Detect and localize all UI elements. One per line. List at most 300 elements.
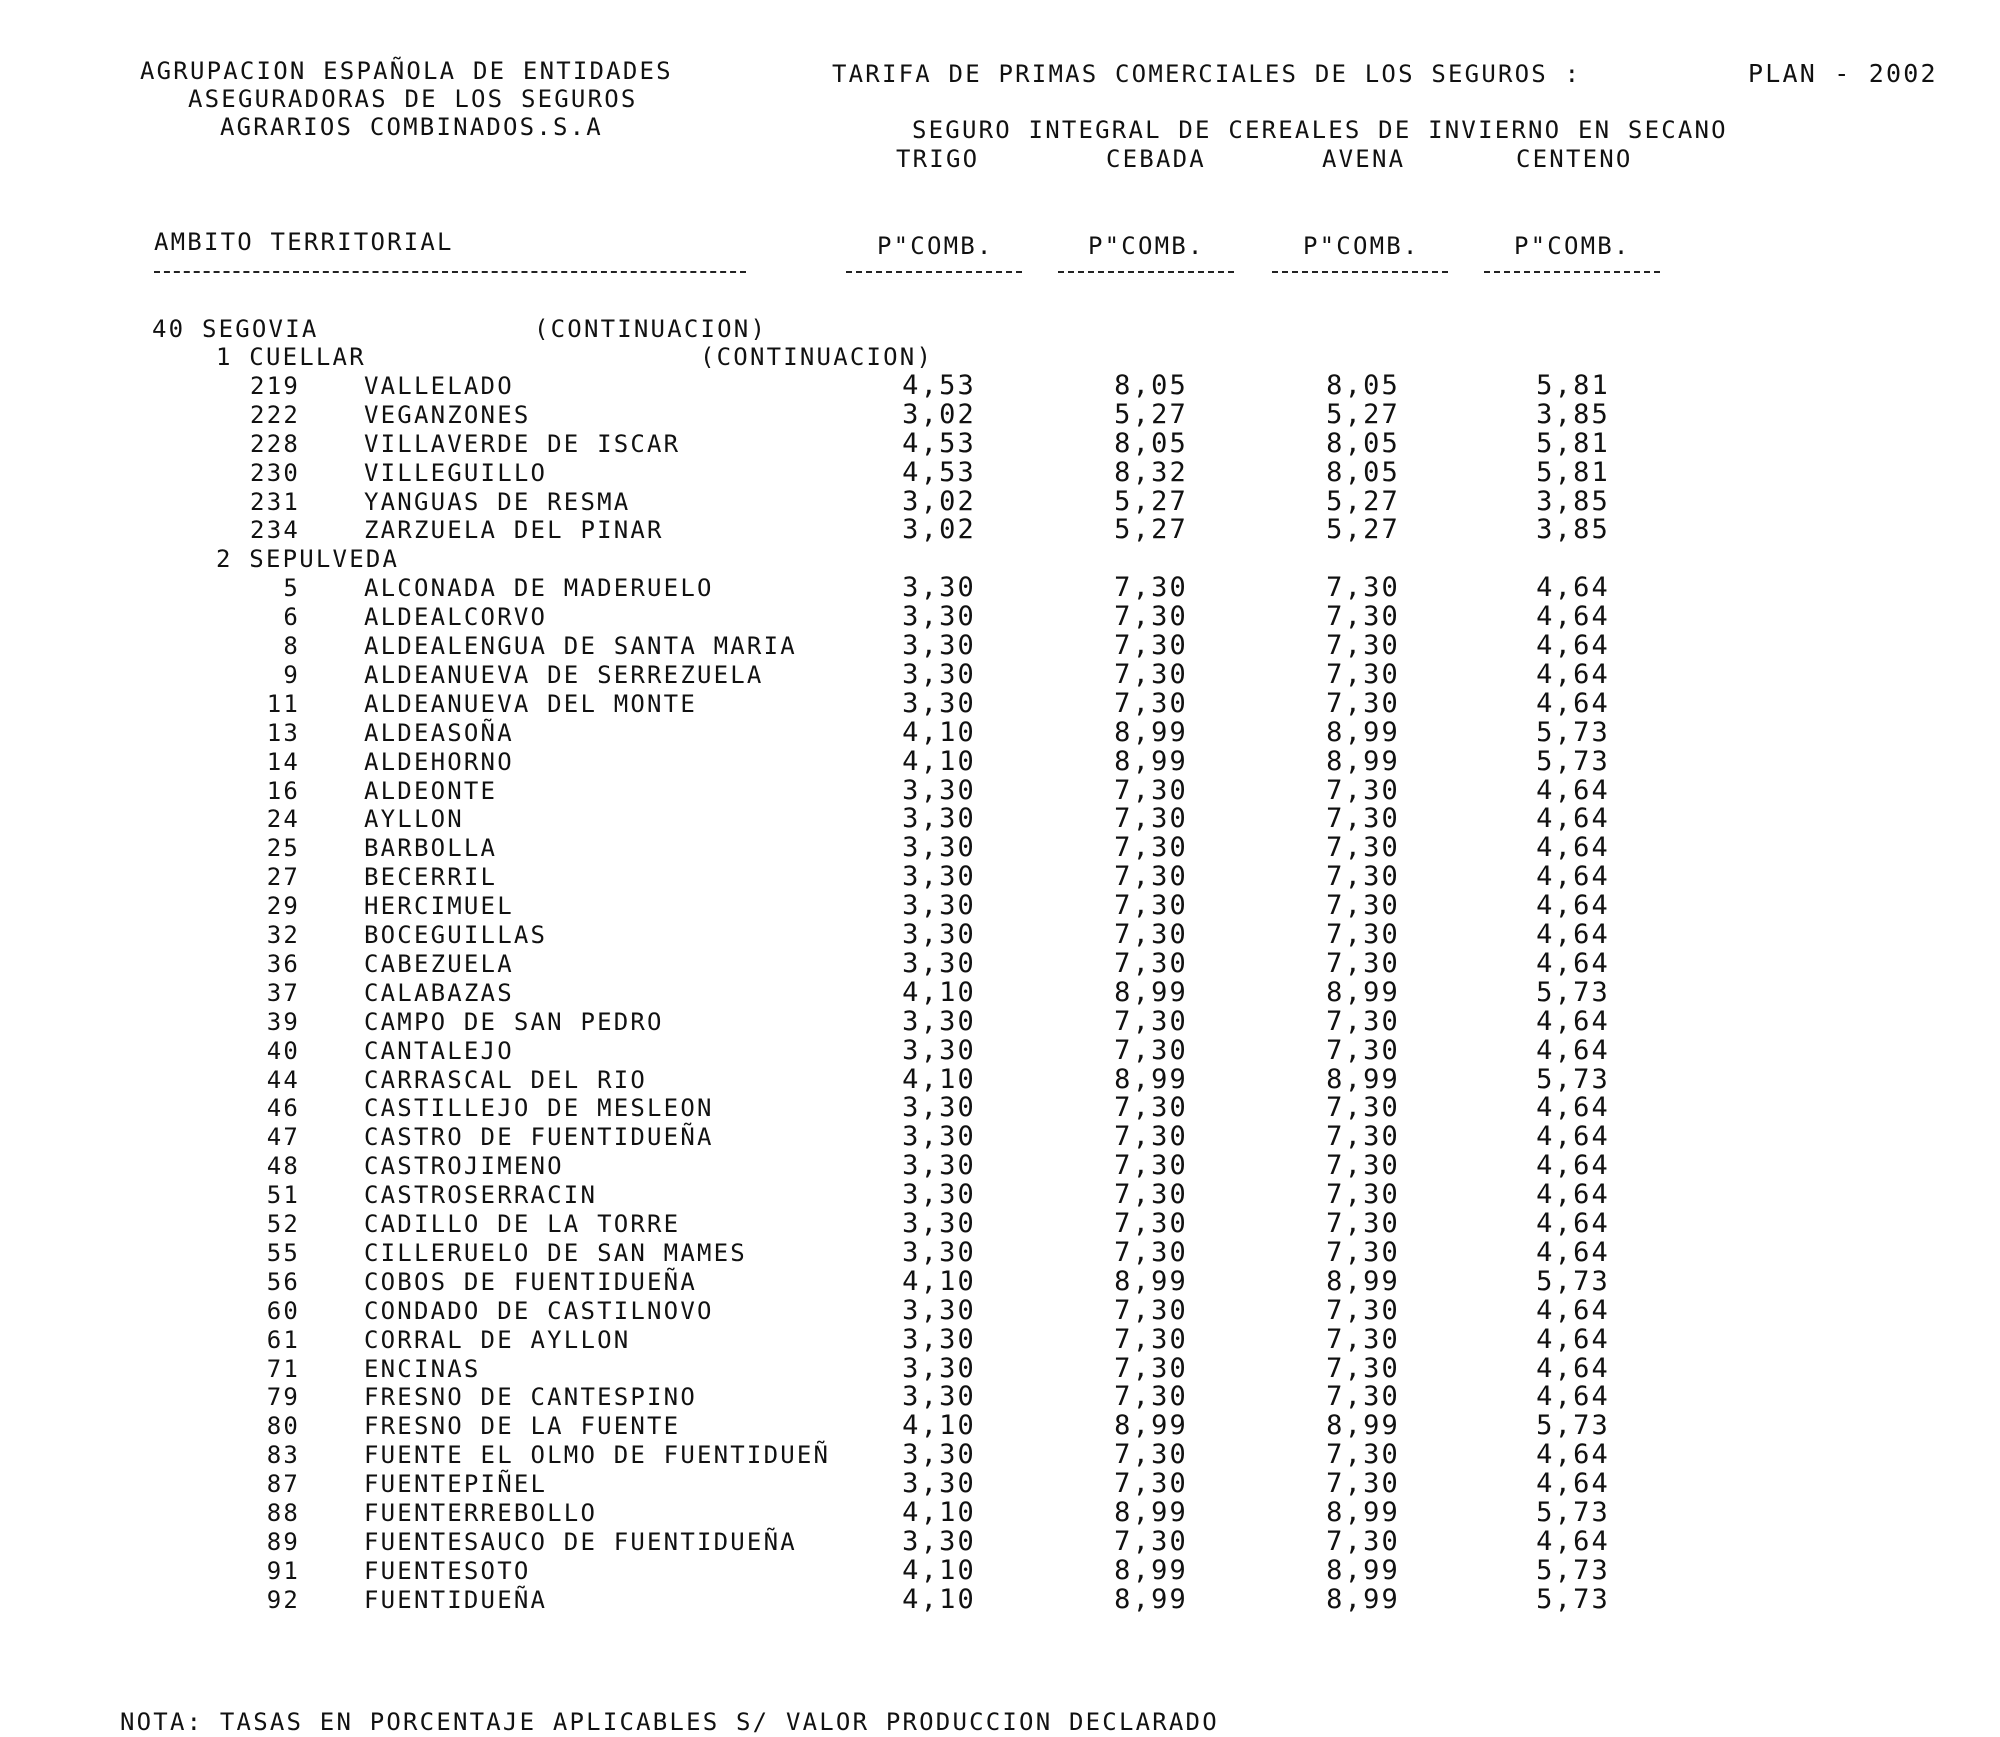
municipality-name: CASTROJIMENO (364, 1152, 564, 1181)
crop-name-avena: AVENA (1322, 145, 1406, 173)
municipality-code: 61 (266, 1325, 300, 1354)
value-avena: 7,30 (1326, 1236, 1400, 1268)
column-header-centeno: P"COMB. (1514, 232, 1631, 260)
value-cebada: 7,30 (1114, 572, 1188, 604)
municipality-code: 88 (266, 1499, 300, 1527)
value-trigo: 3,30 (902, 1092, 976, 1124)
value-cebada: 7,30 (1114, 774, 1188, 806)
value-trigo: 4,53 (902, 456, 976, 488)
value-cebada: 7,30 (1114, 1468, 1188, 1500)
value-avena: 7,30 (1326, 601, 1400, 633)
table-row (0, 863, 2000, 892)
value-centeno: 5,81 (1536, 369, 1610, 401)
table-row (0, 1094, 2000, 1123)
table-row (0, 745, 2000, 777)
table-row (0, 947, 2000, 979)
municipality-name: VILLEGUILLO (364, 458, 548, 487)
table-row (0, 1499, 2000, 1528)
value-cebada: 7,30 (1114, 687, 1188, 719)
value-centeno: 4,64 (1536, 1005, 1610, 1037)
value-avena: 8,99 (1326, 1497, 1400, 1528)
table-row (0, 632, 2000, 661)
value-trigo: 4,10 (902, 1554, 976, 1586)
value-trigo: 3,30 (902, 1525, 976, 1557)
value-avena: 7,30 (1326, 1323, 1400, 1355)
table-row (0, 976, 2000, 1008)
municipality-name: ALDEALENGUA DE SANTA MARIA (364, 632, 797, 660)
value-avena: 7,30 (1326, 1150, 1400, 1182)
municipality-code: 9 (283, 660, 300, 689)
municipality-name: ALDEHORNO (364, 747, 514, 776)
value-avena: 8,05 (1326, 456, 1400, 488)
municipality-code: 79 (266, 1383, 300, 1412)
value-cebada: 8,99 (1114, 1063, 1188, 1095)
value-avena: 5,27 (1326, 398, 1400, 430)
municipality-code: 39 (266, 1007, 300, 1036)
municipality-name: COBOS DE FUENTIDUEÑA (364, 1267, 697, 1296)
municipality-code: 44 (266, 1065, 300, 1094)
municipality-name: CASTRO DE FUENTIDUEÑA (364, 1123, 714, 1152)
municipality-code: 48 (266, 1152, 300, 1181)
value-avena: 7,30 (1326, 1005, 1400, 1037)
value-centeno: 4,64 (1536, 1208, 1610, 1239)
value-avena: 7,30 (1326, 1092, 1400, 1124)
value-cebada: 7,30 (1114, 832, 1188, 864)
value-cebada: 8,99 (1114, 976, 1188, 1008)
municipality-name: ALDEONTE (364, 776, 498, 805)
municipality-name: CAMPO DE SAN PEDRO (364, 1007, 664, 1036)
municipality-code: 29 (266, 892, 300, 921)
municipality-name: FUENTEPIÑEL (364, 1470, 548, 1499)
tariff-title: TARIFA DE PRIMAS COMERCIALES DE LOS SEGUROS : (832, 60, 1582, 88)
value-cebada: 5,27 (1114, 514, 1188, 546)
value-cebada: 5,27 (1114, 485, 1188, 517)
value-centeno: 5,73 (1536, 1497, 1610, 1528)
municipality-name: CABEZUELA (364, 949, 514, 978)
value-trigo: 3,30 (902, 1439, 976, 1471)
value-cebada: 7,30 (1114, 1525, 1188, 1557)
value-centeno: 4,64 (1536, 658, 1610, 690)
crop-name-cebada: CEBADA (1106, 145, 1206, 173)
value-centeno: 4,64 (1536, 572, 1610, 604)
municipality-code: 32 (266, 921, 300, 949)
value-avena: 7,30 (1326, 1381, 1400, 1413)
value-avena: 7,30 (1326, 861, 1400, 893)
value-cebada: 7,30 (1114, 1179, 1188, 1211)
municipality-name: VILLAVERDE DE ISCAR (364, 429, 681, 458)
value-centeno: 4,64 (1536, 1352, 1610, 1384)
value-trigo: 3,02 (902, 485, 976, 517)
value-trigo: 3,30 (902, 1323, 976, 1355)
comarca-continuation-note: (CONTINUACION) (700, 343, 934, 371)
value-cebada: 7,30 (1114, 601, 1188, 633)
municipality-code: 25 (266, 834, 300, 863)
table-row (0, 1063, 2000, 1095)
municipality-code: 222 (250, 400, 300, 429)
value-trigo: 3,30 (902, 1121, 976, 1153)
value-avena: 7,30 (1326, 832, 1400, 864)
municipality-name: ALDEANUEVA DE SERREZUELA (364, 660, 764, 689)
value-trigo: 3,30 (902, 803, 976, 835)
table-row (0, 1412, 2000, 1441)
value-avena: 8,99 (1326, 1583, 1400, 1615)
value-cebada: 7,30 (1114, 861, 1188, 893)
municipality-code: 71 (266, 1354, 300, 1383)
value-avena: 5,27 (1326, 514, 1400, 546)
value-cebada: 7,30 (1114, 1121, 1188, 1153)
value-cebada: 8,05 (1114, 369, 1188, 401)
value-trigo: 4,10 (902, 1497, 976, 1528)
value-centeno: 3,85 (1536, 514, 1610, 546)
value-trigo: 3,30 (902, 1381, 976, 1413)
municipality-code: 228 (250, 429, 300, 458)
municipality-name: ALCONADA DE MADERUELO (364, 574, 714, 603)
value-cebada: 7,30 (1114, 803, 1188, 835)
municipality-code: 27 (266, 863, 300, 892)
value-cebada: 7,30 (1114, 890, 1188, 922)
municipality-name: CORRAL DE AYLLON (364, 1325, 631, 1354)
municipality-code: 24 (266, 805, 300, 834)
table-row (0, 1152, 2000, 1181)
value-cebada: 7,30 (1114, 1208, 1188, 1239)
municipality-code: 6 (283, 603, 300, 632)
footer-note: NOTA: TASAS EN PORCENTAJE APLICABLES S/ VALOR PRODUCCION DECLARADO (120, 1708, 1219, 1736)
municipality-code: 56 (266, 1267, 300, 1296)
plan-year: PLAN - 2002 (1748, 59, 1938, 88)
municipality-name: BOCEGUILLAS (364, 921, 548, 949)
value-centeno: 4,64 (1536, 861, 1610, 893)
comarca-header (0, 545, 2000, 574)
municipality-name: CONDADO DE CASTILNOVO (364, 1296, 714, 1325)
value-avena: 7,30 (1326, 1352, 1400, 1384)
value-cebada: 7,30 (1114, 1236, 1188, 1268)
value-cebada: 7,30 (1114, 1034, 1188, 1066)
value-avena: 8,99 (1326, 1063, 1400, 1095)
comarca-header (0, 343, 2000, 372)
municipality-code: 5 (283, 574, 300, 603)
municipality-name: FRESNO DE LA FUENTE (364, 1412, 681, 1441)
municipality-name: CASTROSERRACIN (364, 1181, 598, 1210)
value-avena: 8,99 (1326, 1265, 1400, 1297)
value-trigo: 3,30 (902, 861, 976, 893)
value-avena: 7,30 (1326, 1179, 1400, 1211)
value-avena: 7,30 (1326, 919, 1400, 950)
value-centeno: 4,64 (1536, 1381, 1610, 1413)
value-avena: 8,99 (1326, 745, 1400, 777)
value-trigo: 4,10 (902, 976, 976, 1008)
municipality-code: 87 (266, 1470, 300, 1499)
municipality-code: 55 (266, 1238, 300, 1267)
value-cebada: 7,30 (1114, 1381, 1188, 1413)
value-cebada: 7,30 (1114, 1323, 1188, 1355)
table-row (0, 369, 2000, 401)
value-centeno: 5,73 (1536, 1265, 1610, 1297)
table-row (0, 1034, 2000, 1066)
value-cebada: 5,27 (1114, 398, 1188, 430)
value-cebada: 7,30 (1114, 1150, 1188, 1182)
value-avena: 7,30 (1326, 658, 1400, 690)
municipality-name: HERCIMUEL (364, 892, 514, 921)
value-avena: 8,05 (1326, 369, 1400, 401)
table-row (0, 574, 2000, 603)
value-avena: 7,30 (1326, 1439, 1400, 1471)
column-header-trigo: P"COMB. (877, 232, 994, 260)
value-centeno: 4,64 (1536, 1525, 1610, 1557)
value-centeno: 5,81 (1536, 456, 1610, 488)
table-row (0, 1554, 2000, 1586)
value-centeno: 4,64 (1536, 1179, 1610, 1211)
value-centeno: 4,64 (1536, 687, 1610, 719)
org-name-line-2: ASEGURADORAS DE LOS SEGUROS (188, 85, 638, 113)
value-centeno: 4,64 (1536, 1034, 1610, 1066)
value-trigo: 3,30 (902, 687, 976, 719)
table-row (0, 1265, 2000, 1297)
table-row (0, 687, 2000, 719)
crop-name-centeno: CENTENO (1516, 145, 1633, 173)
value-avena: 7,30 (1326, 630, 1400, 661)
municipality-name: ALDEASOÑA (364, 718, 514, 747)
municipality-code: 51 (266, 1181, 300, 1210)
table-row (0, 1441, 2000, 1470)
municipality-name: FUENTE EL OLMO DE FUENTIDUEÑ (364, 1441, 831, 1470)
municipality-code: 231 (250, 487, 300, 516)
municipality-code: 46 (266, 1094, 300, 1123)
value-trigo: 3,30 (902, 1468, 976, 1500)
municipality-name: CILLERUELO DE SAN MAMES (364, 1238, 747, 1267)
value-trigo: 3,30 (902, 832, 976, 864)
table-row (0, 1525, 2000, 1557)
value-centeno: 4,64 (1536, 832, 1610, 864)
municipality-name: ALDEALCORVO (364, 603, 548, 632)
municipality-name: ENCINAS (364, 1354, 481, 1383)
comarca-label: 2 SEPULVEDA (216, 545, 400, 574)
province-continuation-note: (CONTINUACION) (534, 315, 768, 343)
municipality-name: ALDEANUEVA DEL MONTE (364, 689, 697, 718)
value-centeno: 4,64 (1536, 1092, 1610, 1124)
value-avena: 7,30 (1326, 687, 1400, 719)
value-cebada: 7,30 (1114, 1294, 1188, 1326)
municipality-code: 14 (266, 747, 300, 776)
value-cebada: 7,30 (1114, 1092, 1188, 1124)
value-centeno: 5,73 (1536, 1410, 1610, 1442)
value-trigo: 3,30 (902, 1150, 976, 1182)
value-trigo: 3,30 (902, 947, 976, 979)
value-cebada: 7,30 (1114, 947, 1188, 979)
table-row (0, 1005, 2000, 1037)
municipality-code: 52 (266, 1210, 300, 1238)
municipality-name: AYLLON (364, 805, 464, 834)
table-row (0, 1323, 2000, 1355)
insurance-type: SEGURO INTEGRAL DE CEREALES DE INVIERNO EN SECANO (912, 116, 1728, 144)
value-avena: 8,99 (1326, 1554, 1400, 1586)
value-cebada: 8,99 (1114, 745, 1188, 777)
value-trigo: 3,30 (902, 572, 976, 604)
comarca-label: 1 CUELLAR (216, 343, 366, 371)
value-centeno: 4,64 (1536, 601, 1610, 633)
municipality-code: 11 (266, 689, 300, 718)
value-centeno: 5,73 (1536, 976, 1610, 1008)
value-avena: 7,30 (1326, 803, 1400, 835)
value-centeno: 5,73 (1536, 1063, 1610, 1095)
value-trigo: 3,30 (902, 890, 976, 922)
municipality-code: 47 (266, 1123, 300, 1152)
value-cebada: 8,32 (1114, 456, 1188, 488)
table-row (0, 485, 2000, 517)
value-centeno: 4,64 (1536, 1439, 1610, 1471)
value-avena: 8,99 (1326, 716, 1400, 748)
value-trigo: 4,53 (902, 427, 976, 459)
table-row (0, 892, 2000, 921)
table-row (0, 716, 2000, 748)
value-centeno: 4,64 (1536, 1323, 1610, 1355)
municipality-name: FUENTERREBOLLO (364, 1499, 598, 1527)
province-label: 40 SEGOVIA (152, 315, 319, 343)
table-row (0, 834, 2000, 863)
municipality-name: CARRASCAL DEL RIO (364, 1065, 648, 1094)
value-cebada: 7,30 (1114, 1352, 1188, 1384)
municipality-name: CANTALEJO (364, 1036, 514, 1065)
value-centeno: 4,64 (1536, 803, 1610, 835)
value-trigo: 4,53 (902, 369, 976, 401)
value-trigo: 4,10 (902, 1410, 976, 1442)
municipality-name: CADILLO DE LA TORRE (364, 1210, 681, 1238)
municipality-code: 40 (266, 1036, 300, 1065)
municipality-name: BARBOLLA (364, 834, 498, 863)
column-header-cebada: P"COMB. (1088, 232, 1205, 260)
municipality-name: BECERRIL (364, 863, 498, 892)
value-trigo: 3,30 (902, 1236, 976, 1268)
value-centeno: 5,81 (1536, 427, 1610, 459)
value-centeno: 4,64 (1536, 1294, 1610, 1326)
value-avena: 7,30 (1326, 1294, 1400, 1326)
municipality-name: FUENTESAUCO DE FUENTIDUEÑA (364, 1527, 797, 1556)
value-cebada: 7,30 (1114, 919, 1188, 950)
value-cebada: 7,30 (1114, 1439, 1188, 1471)
crop-name-trigo: TRIGO (896, 145, 980, 173)
value-avena: 5,27 (1326, 485, 1400, 517)
municipality-code: 83 (266, 1441, 300, 1470)
table-row (0, 658, 2000, 690)
table-row (0, 427, 2000, 459)
value-trigo: 3,02 (902, 398, 976, 430)
value-cebada: 8,99 (1114, 1265, 1188, 1297)
municipality-name: FUENTIDUEÑA (364, 1585, 548, 1614)
value-trigo: 3,30 (902, 1208, 976, 1239)
value-trigo: 3,30 (902, 1005, 976, 1037)
municipality-name: CASTILLEJO DE MESLEON (364, 1094, 714, 1123)
value-avena: 7,30 (1326, 1034, 1400, 1066)
value-avena: 8,99 (1326, 976, 1400, 1008)
value-centeno: 4,64 (1536, 947, 1610, 979)
table-row (0, 1470, 2000, 1499)
value-trigo: 3,30 (902, 1352, 976, 1384)
municipality-code: 8 (283, 632, 300, 660)
value-centeno: 4,64 (1536, 1121, 1610, 1153)
value-centeno: 3,85 (1536, 398, 1610, 430)
org-name-line-1: AGRUPACION ESPAÑOLA DE ENTIDADES (140, 57, 673, 85)
value-trigo: 4,10 (902, 716, 976, 748)
municipality-code: 13 (266, 718, 300, 747)
value-trigo: 3,30 (902, 1034, 976, 1066)
table-row (0, 1181, 2000, 1210)
municipality-code: 16 (266, 776, 300, 805)
table-row (0, 1210, 2000, 1239)
value-avena: 8,05 (1326, 427, 1400, 459)
table-row (0, 1123, 2000, 1152)
value-avena: 7,30 (1326, 1208, 1400, 1239)
table-row (0, 1294, 2000, 1326)
value-avena: 7,30 (1326, 774, 1400, 806)
column-header-avena: P"COMB. (1303, 232, 1420, 260)
value-centeno: 5,73 (1536, 745, 1610, 777)
ambito-territorial-header: AMBITO TERRITORIAL (154, 228, 454, 256)
value-centeno: 5,73 (1536, 1554, 1610, 1586)
value-centeno: 4,64 (1536, 1468, 1610, 1500)
municipality-code: 80 (266, 1412, 300, 1441)
municipality-code: 92 (266, 1585, 300, 1614)
table-row (0, 805, 2000, 834)
value-trigo: 3,02 (902, 514, 976, 546)
municipality-name: CALABAZAS (364, 978, 514, 1007)
value-cebada: 8,99 (1114, 1554, 1188, 1586)
value-centeno: 5,73 (1536, 1583, 1610, 1615)
value-trigo: 4,10 (902, 1583, 976, 1615)
table-row (0, 921, 2000, 950)
municipality-code: 60 (266, 1296, 300, 1325)
value-centeno: 4,64 (1536, 1236, 1610, 1268)
table-row (0, 774, 2000, 806)
value-trigo: 3,30 (902, 774, 976, 806)
value-avena: 7,30 (1326, 572, 1400, 604)
value-cebada: 7,30 (1114, 658, 1188, 690)
value-centeno: 4,64 (1536, 919, 1610, 950)
municipality-code: 234 (250, 516, 300, 545)
value-cebada: 8,99 (1114, 1410, 1188, 1442)
value-cebada: 8,99 (1114, 716, 1188, 748)
value-centeno: 4,64 (1536, 774, 1610, 806)
value-trigo: 3,30 (902, 630, 976, 661)
value-cebada: 8,99 (1114, 1583, 1188, 1615)
value-cebada: 8,99 (1114, 1497, 1188, 1528)
municipality-name: VEGANZONES (364, 400, 531, 429)
table-row (0, 456, 2000, 488)
value-avena: 7,30 (1326, 890, 1400, 922)
municipality-code: 91 (266, 1556, 300, 1585)
municipality-code: 230 (250, 458, 300, 487)
municipality-name: FRESNO DE CANTESPINO (364, 1383, 697, 1412)
value-centeno: 4,64 (1536, 1150, 1610, 1182)
value-avena: 7,30 (1326, 1121, 1400, 1153)
table-row (0, 1383, 2000, 1412)
municipality-name: ZARZUELA DEL PINAR (364, 516, 664, 545)
value-centeno: 4,64 (1536, 890, 1610, 922)
value-trigo: 4,10 (902, 1063, 976, 1095)
table-row (0, 1352, 2000, 1384)
municipality-code: 89 (266, 1527, 300, 1556)
value-trigo: 4,10 (902, 745, 976, 777)
value-cebada: 8,05 (1114, 427, 1188, 459)
org-name-line-3: AGRARIOS COMBINADOS.S.A (220, 113, 603, 141)
value-centeno: 3,85 (1536, 485, 1610, 517)
table-row (0, 1236, 2000, 1268)
table-row (0, 603, 2000, 632)
municipality-code: 219 (250, 371, 300, 400)
value-trigo: 3,30 (902, 658, 976, 690)
value-cebada: 7,30 (1114, 1005, 1188, 1037)
value-trigo: 3,30 (902, 1294, 976, 1326)
table-row (0, 516, 2000, 545)
table-row (0, 1583, 2000, 1615)
